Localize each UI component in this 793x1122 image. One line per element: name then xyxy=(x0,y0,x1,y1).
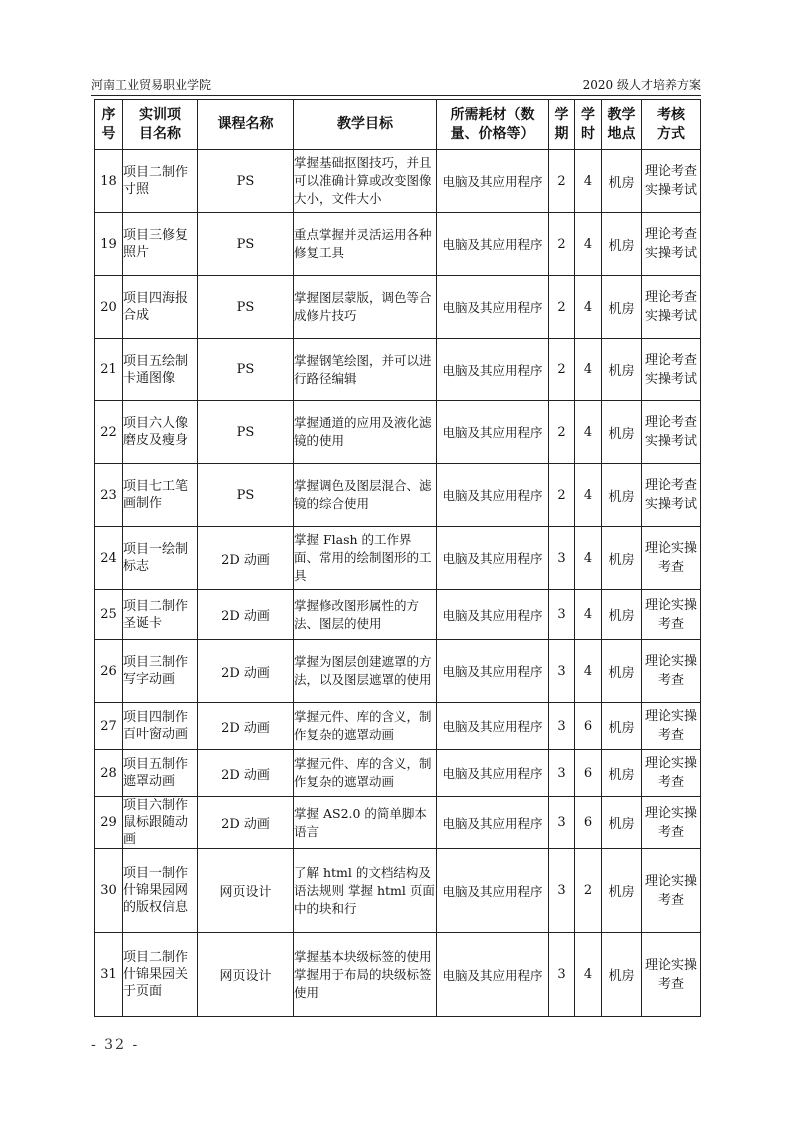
place: 机房 xyxy=(608,364,635,379)
col-header-course: 课程名称 xyxy=(198,100,294,150)
row-number: 23 xyxy=(100,487,117,503)
course-name: PS xyxy=(236,173,255,189)
row-number: 29 xyxy=(100,815,117,830)
exam-method-cell xyxy=(642,849,701,933)
exam-method-cell xyxy=(642,750,701,797)
row-number-cell xyxy=(95,464,123,527)
exam-method: 理论实操考查 xyxy=(644,756,697,790)
hours-cell xyxy=(575,797,602,849)
material: 电脑及其应用程序 xyxy=(442,664,543,679)
material-cell xyxy=(437,213,549,276)
row-number-cell xyxy=(95,640,123,703)
exam-method-cell xyxy=(642,797,701,849)
material: 电脑及其应用程序 xyxy=(442,883,543,899)
term: 3 xyxy=(557,550,566,566)
term: 2 xyxy=(557,424,566,440)
page-number: - 32 - xyxy=(91,1037,140,1053)
course-name: PS xyxy=(236,424,255,440)
term: 3 xyxy=(557,967,566,982)
material-cell xyxy=(437,339,549,401)
col-header-exam: 考核方式 xyxy=(642,100,701,150)
term: 3 xyxy=(557,765,566,781)
teaching-goal-cell xyxy=(294,797,437,849)
project-name: 项目六人像磨皮及瘦身 xyxy=(123,416,189,448)
row-number: 19 xyxy=(100,236,117,252)
exam-method-cell xyxy=(642,640,701,703)
exam-method: 理论考查实操考试 xyxy=(644,478,697,512)
place: 机房 xyxy=(608,175,635,191)
place-cell xyxy=(602,703,642,750)
project-name: 项目二制作什锦果园关于页面 xyxy=(123,950,189,999)
term: 3 xyxy=(557,663,566,679)
table-row xyxy=(95,933,701,1017)
term-cell xyxy=(549,849,575,933)
place: 机房 xyxy=(608,665,635,681)
hours: 4 xyxy=(583,663,593,679)
place-cell xyxy=(602,640,642,703)
place: 机房 xyxy=(608,301,635,317)
hours-cell xyxy=(575,339,602,401)
term-cell xyxy=(549,703,575,750)
project-name: 项目二制作圣诞卡 xyxy=(123,598,189,631)
course-name: 2D 动画 xyxy=(221,767,270,783)
project-name-cell xyxy=(123,527,198,590)
hours-cell xyxy=(575,276,602,339)
hours: 4 xyxy=(583,550,593,566)
hours: 4 xyxy=(583,299,593,315)
table-row xyxy=(95,849,701,933)
exam-method: 理论实操考查 xyxy=(644,873,697,908)
project-name: 项目四制作百叶窗动画 xyxy=(123,710,189,742)
table-row xyxy=(95,590,701,640)
place: 机房 xyxy=(608,426,635,442)
row-number-cell xyxy=(95,750,123,797)
hours-cell xyxy=(575,527,602,590)
course-name-cell xyxy=(198,750,294,797)
header-plan: 2020 级人才培养方案 xyxy=(582,78,701,92)
exam-method: 理论实操考查 xyxy=(644,597,697,632)
material-cell xyxy=(437,750,549,797)
row-number-cell xyxy=(95,339,123,401)
project-name-cell xyxy=(123,797,198,849)
hours: 4 xyxy=(583,236,593,252)
table-row xyxy=(95,276,701,339)
course-name-cell xyxy=(198,339,294,401)
teaching-goal: 掌握 AS2.0 的简单脚本语言 xyxy=(294,805,427,839)
teaching-goal-cell xyxy=(294,640,437,703)
col-header-hours: 学时 xyxy=(575,100,602,150)
term-cell xyxy=(549,213,575,276)
hours-cell xyxy=(575,640,602,703)
term: 3 xyxy=(557,815,566,830)
project-name-cell xyxy=(123,339,198,401)
place-cell xyxy=(602,339,642,401)
term: 2 xyxy=(557,236,566,252)
exam-method: 理论考查实操考试 xyxy=(644,290,697,324)
place: 机房 xyxy=(608,489,635,505)
exam-method: 理论实操考查 xyxy=(644,709,697,743)
project-name-cell xyxy=(123,933,198,1017)
material: 电脑及其应用程序 xyxy=(442,237,543,252)
term: 2 xyxy=(557,487,566,503)
table-row xyxy=(95,150,701,213)
place: 机房 xyxy=(608,238,635,254)
term-cell xyxy=(549,933,575,1017)
term-cell xyxy=(549,640,575,703)
hours: 4 xyxy=(583,173,593,189)
project-name: 项目四海报合成 xyxy=(123,291,189,323)
exam-method: 理论实操考查 xyxy=(644,654,697,688)
course-name-cell xyxy=(198,849,294,933)
project-name: 项目七工笔画制作 xyxy=(123,479,189,511)
material: 电脑及其应用程序 xyxy=(442,300,543,315)
teaching-goal: 掌握基本块级标签的使用 掌握用于布局的块级标签使用 xyxy=(294,948,432,1000)
row-number: 21 xyxy=(100,362,117,377)
row-number: 30 xyxy=(100,883,117,898)
place: 机房 xyxy=(608,767,635,783)
course-name: PS xyxy=(236,236,255,252)
row-number: 31 xyxy=(100,967,117,982)
project-name: 项目三制作写字动画 xyxy=(123,655,189,687)
page-header xyxy=(91,76,701,94)
term-cell xyxy=(549,464,575,527)
exam-method: 理论实操考查 xyxy=(644,957,697,992)
course-name-cell xyxy=(198,933,294,1017)
project-name: 项目一绘制标志 xyxy=(123,542,189,574)
place: 机房 xyxy=(608,609,635,624)
course-name: 网页设计 xyxy=(219,969,272,984)
col-header-project: 实训项目名称 xyxy=(123,100,198,150)
header-school: 河南工业贸易职业学院 xyxy=(91,78,212,92)
hours: 2 xyxy=(583,883,593,898)
project-name-cell xyxy=(123,276,198,339)
table-row xyxy=(95,640,701,703)
teaching-goal: 掌握 Flash 的工作界面、常用的绘制图形的工具 xyxy=(294,532,432,583)
course-name: 网页设计 xyxy=(219,885,272,900)
table-row xyxy=(95,527,701,590)
row-number-cell xyxy=(95,276,123,339)
row-number-cell xyxy=(95,703,123,750)
term-cell xyxy=(549,150,575,213)
course-name-cell xyxy=(198,150,294,213)
row-number: 24 xyxy=(100,550,117,566)
exam-method-cell xyxy=(642,213,701,276)
teaching-goal: 了解 html 的文档结构及语法规则 掌握 html 页面中的块和行 xyxy=(294,864,435,916)
course-name: 2D 动画 xyxy=(221,665,270,681)
hours-cell xyxy=(575,590,602,640)
exam-method: 理论考查实操考试 xyxy=(644,352,697,387)
hours-cell xyxy=(575,401,602,464)
teaching-goal-cell xyxy=(294,464,437,527)
material: 电脑及其应用程序 xyxy=(442,815,543,831)
material-cell xyxy=(437,401,549,464)
hours-cell xyxy=(575,750,602,797)
material-cell xyxy=(437,590,549,640)
term: 2 xyxy=(557,362,566,377)
col-header-term: 学期 xyxy=(549,100,575,150)
row-number-cell xyxy=(95,213,123,276)
project-name-cell xyxy=(123,703,198,750)
row-number: 27 xyxy=(100,718,117,734)
hours: 6 xyxy=(583,718,593,734)
col-header-no: 序号 xyxy=(95,100,123,150)
place-cell xyxy=(602,150,642,213)
row-number: 28 xyxy=(100,765,117,781)
teaching-goal-cell xyxy=(294,276,437,339)
term: 3 xyxy=(557,883,566,898)
exam-method: 理论考查实操考试 xyxy=(644,227,697,261)
place-cell xyxy=(602,849,642,933)
course-name-cell xyxy=(198,703,294,750)
row-number-cell xyxy=(95,590,123,640)
material: 电脑及其应用程序 xyxy=(442,967,543,983)
row-number-cell xyxy=(95,401,123,464)
table-row xyxy=(95,339,701,401)
project-name-cell xyxy=(123,750,198,797)
course-name: 2D 动画 xyxy=(221,609,270,624)
course-name: PS xyxy=(236,487,255,503)
table-row xyxy=(95,703,701,750)
course-name-cell xyxy=(198,401,294,464)
place-cell xyxy=(602,213,642,276)
project-name: 项目六制作鼠标跟随动画 xyxy=(123,798,189,847)
exam-method-cell xyxy=(642,703,701,750)
material-cell xyxy=(437,849,549,933)
exam-method-cell xyxy=(642,276,701,339)
project-name-cell xyxy=(123,464,198,527)
project-name-cell xyxy=(123,401,198,464)
place-cell xyxy=(602,750,642,797)
row-number-cell xyxy=(95,849,123,933)
teaching-goal-cell xyxy=(294,590,437,640)
material: 电脑及其应用程序 xyxy=(442,607,543,623)
course-name: PS xyxy=(236,299,255,315)
term-cell xyxy=(549,527,575,590)
project-name: 项目五绘制卡通图像 xyxy=(123,353,189,386)
material: 电脑及其应用程序 xyxy=(442,719,543,734)
teaching-goal-cell xyxy=(294,150,437,213)
hours: 4 xyxy=(583,487,593,503)
hours: 4 xyxy=(583,607,593,622)
material: 电脑及其应用程序 xyxy=(442,425,543,440)
row-number: 20 xyxy=(100,299,117,315)
hours-cell xyxy=(575,213,602,276)
term: 2 xyxy=(557,299,566,315)
project-name-cell xyxy=(123,640,198,703)
col-header-goal: 教学目标 xyxy=(294,100,437,150)
place-cell xyxy=(602,276,642,339)
material-cell xyxy=(437,464,549,527)
table-row xyxy=(95,750,701,797)
teaching-goal: 掌握基础抠图技巧，并且可以准确计算或改变图像大小，文件大小 xyxy=(294,155,432,206)
term-cell xyxy=(549,590,575,640)
hours: 4 xyxy=(583,967,593,982)
course-name: 2D 动画 xyxy=(221,817,270,832)
exam-method: 理论实操考查 xyxy=(644,805,697,840)
course-name: 2D 动画 xyxy=(221,720,270,736)
hours: 6 xyxy=(583,815,593,830)
teaching-goal: 掌握元件、库的含义，制作复杂的遮罩动画 xyxy=(294,709,432,742)
hours-cell xyxy=(575,464,602,527)
place: 机房 xyxy=(608,552,635,568)
teaching-goal-cell xyxy=(294,527,437,590)
col-header-place: 教学地点 xyxy=(602,100,642,150)
exam-method-cell xyxy=(642,464,701,527)
row-number: 26 xyxy=(100,663,117,679)
hours: 4 xyxy=(583,362,593,377)
material: 电脑及其应用程序 xyxy=(442,362,543,378)
teaching-goal: 掌握元件、库的含义，制作复杂的遮罩动画 xyxy=(294,756,432,789)
project-name: 项目三修复照片 xyxy=(123,228,189,260)
course-name-cell xyxy=(198,590,294,640)
table-header-row xyxy=(95,100,701,150)
teaching-goal: 掌握图层蒙版，调色等合成修片技巧 xyxy=(294,290,432,323)
teaching-goal-cell xyxy=(294,213,437,276)
row-number: 25 xyxy=(100,607,117,622)
term-cell xyxy=(549,276,575,339)
material: 电脑及其应用程序 xyxy=(442,766,543,781)
material: 电脑及其应用程序 xyxy=(442,174,543,189)
row-number-cell xyxy=(95,150,123,213)
teaching-goal: 掌握通道的应用及液化滤镜的使用 xyxy=(294,415,432,448)
material-cell xyxy=(437,150,549,213)
material-cell xyxy=(437,933,549,1017)
place: 机房 xyxy=(608,885,635,900)
place: 机房 xyxy=(608,817,635,832)
exam-method-cell xyxy=(642,527,701,590)
teaching-goal: 掌握修改图形属性的方法、图层的使用 xyxy=(294,597,420,631)
term-cell xyxy=(549,797,575,849)
course-name: PS xyxy=(236,362,255,377)
project-name: 项目一制作什锦果园网的版权信息 xyxy=(123,866,189,915)
teaching-goal-cell xyxy=(294,339,437,401)
exam-method: 理论考查实操考试 xyxy=(644,415,697,449)
table-row xyxy=(95,401,701,464)
exam-method-cell xyxy=(642,401,701,464)
col-header-material: 所需耗材（数量、价格等） xyxy=(437,100,549,150)
row-number: 22 xyxy=(100,424,117,440)
place-cell xyxy=(602,464,642,527)
material-cell xyxy=(437,527,549,590)
row-number-cell xyxy=(95,527,123,590)
header-rule xyxy=(91,95,701,96)
material-cell xyxy=(437,703,549,750)
teaching-goal-cell xyxy=(294,849,437,933)
project-name-cell xyxy=(123,590,198,640)
course-name-cell xyxy=(198,797,294,849)
teaching-goal-cell xyxy=(294,750,437,797)
table-row xyxy=(95,797,701,849)
exam-method-cell xyxy=(642,339,701,401)
course-name-cell xyxy=(198,640,294,703)
exam-method: 理论考查实操考试 xyxy=(644,164,697,198)
hours: 4 xyxy=(583,424,593,440)
term-cell xyxy=(549,339,575,401)
training-table xyxy=(94,99,701,1017)
teaching-goal: 掌握为图层创建遮罩的方法，以及图层遮罩的使用 xyxy=(294,654,432,687)
term: 3 xyxy=(557,607,566,622)
row-number-cell xyxy=(95,797,123,849)
place-cell xyxy=(602,527,642,590)
teaching-goal-cell xyxy=(294,401,437,464)
material: 电脑及其应用程序 xyxy=(442,488,543,503)
hours-cell xyxy=(575,933,602,1017)
term-cell xyxy=(549,750,575,797)
place-cell xyxy=(602,590,642,640)
term-cell xyxy=(549,401,575,464)
exam-method-cell xyxy=(642,150,701,213)
place: 机房 xyxy=(608,720,635,736)
teaching-goal: 掌握钢笔绘图，并可以进行路径编辑 xyxy=(294,352,432,386)
place-cell xyxy=(602,401,642,464)
place-cell xyxy=(602,797,642,849)
teaching-goal: 掌握调色及图层混合、滤镜的综合使用 xyxy=(294,478,432,511)
place-cell xyxy=(602,933,642,1017)
term: 2 xyxy=(557,173,566,189)
project-name-cell xyxy=(123,849,198,933)
exam-method: 理论实操考查 xyxy=(644,541,697,575)
row-number-cell xyxy=(95,933,123,1017)
place: 机房 xyxy=(608,969,635,984)
course-name-cell xyxy=(198,527,294,590)
project-name-cell xyxy=(123,150,198,213)
material: 电脑及其应用程序 xyxy=(442,551,543,566)
project-name: 项目二制作寸照 xyxy=(123,165,189,197)
project-name-cell xyxy=(123,213,198,276)
course-name: 2D 动画 xyxy=(221,552,270,568)
teaching-goal-cell xyxy=(294,933,437,1017)
course-name-cell xyxy=(198,213,294,276)
hours: 6 xyxy=(583,765,593,781)
term: 3 xyxy=(557,718,566,734)
teaching-goal-cell xyxy=(294,703,437,750)
hours-cell xyxy=(575,150,602,213)
project-name: 项目五制作遮罩动画 xyxy=(123,757,189,789)
row-number: 18 xyxy=(100,173,117,189)
course-name-cell xyxy=(198,464,294,527)
teaching-goal: 重点掌握并灵活运用各种修复工具 xyxy=(294,227,432,260)
hours-cell xyxy=(575,849,602,933)
exam-method-cell xyxy=(642,590,701,640)
exam-method-cell xyxy=(642,933,701,1017)
course-name-cell xyxy=(198,276,294,339)
table-row xyxy=(95,464,701,527)
hours-cell xyxy=(575,703,602,750)
material-cell xyxy=(437,640,549,703)
material-cell xyxy=(437,797,549,849)
table-row xyxy=(95,213,701,276)
material-cell xyxy=(437,276,549,339)
